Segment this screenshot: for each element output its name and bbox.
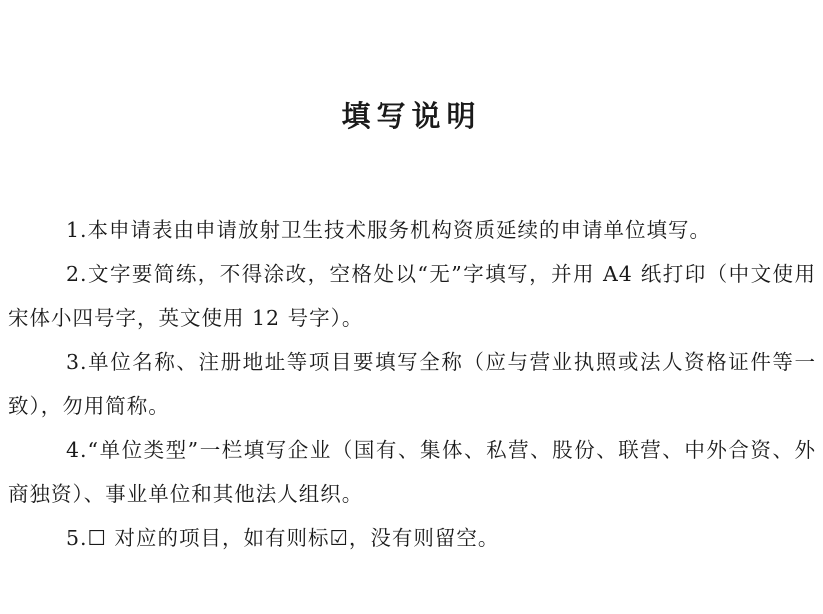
instructions-list [8, 208, 816, 560]
instruction-item-1: 1.本申请表由申请放射卫生技术服务机构资质延续的申请单位填写。 [66, 218, 712, 242]
instruction-item-5: 5.☐ 对应的项目，如有则标☑，没有则留空。 [66, 526, 500, 550]
instruction-item-3: 3.单位名称、注册地址等项目要填写全称（应与营业执照或法人资格证件等一致），勿用简称。 [8, 350, 816, 418]
instruction-item-2: 2.文字要简练，不得涂改，空格处以“无”字填写，并用 A4 纸打印（中文使用宋体小四号字，英文使用 12 号字）。 [8, 262, 816, 330]
page-title: 填写说明 [341, 99, 482, 133]
instruction-item-4: 4.“单位类型”一栏填写企业（国有、集体、私营、股份、联营、中外合资、外商独资）、事业单位和其他法人组织。 [8, 438, 816, 506]
